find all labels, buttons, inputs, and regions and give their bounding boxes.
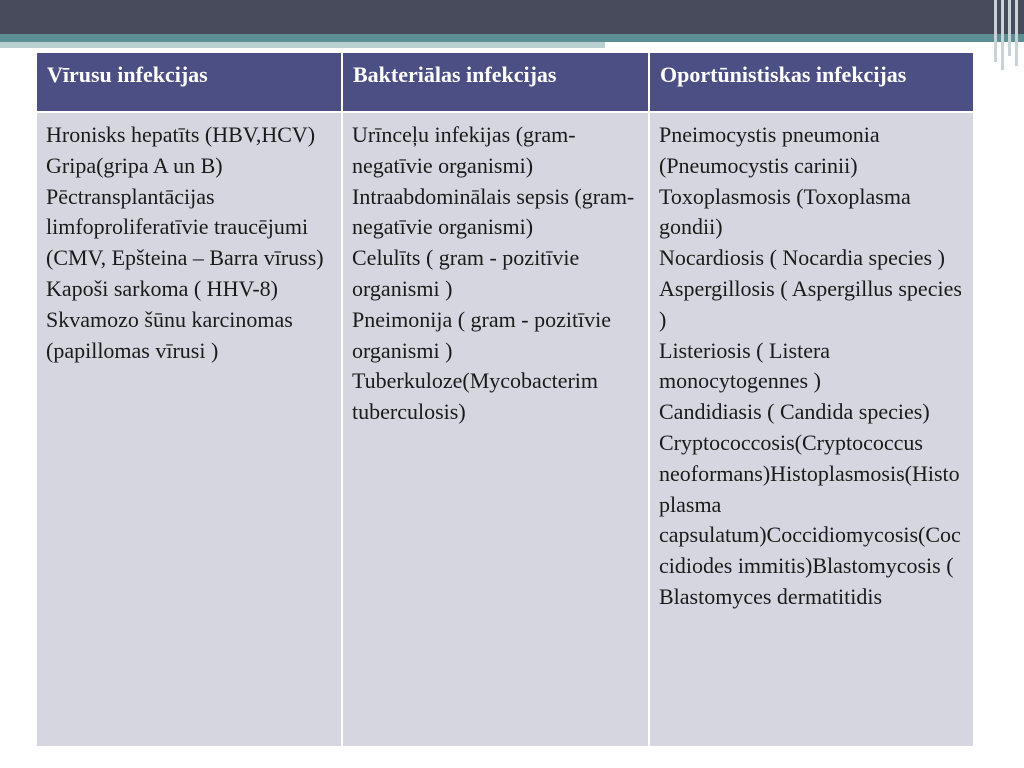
list-item: Aspergillosis ( Aspergillus species ) xyxy=(659,275,962,332)
cell-bacterial-infections xyxy=(342,112,649,747)
list-item: Skvamozo šūnu karcinomas (papillomas vīrusi ) xyxy=(46,306,293,363)
list-item: Kapoši sarkoma ( HHV-8) xyxy=(46,275,278,301)
list-item: Tuberkuloze(Mycobacterim tuberculosis) xyxy=(352,368,599,425)
list-item: Celulīts ( gram - pozitīvie organismi ) xyxy=(352,245,580,301)
cell-opportunistic-infections xyxy=(649,112,974,747)
list-item: Gripa(gripa A un B) xyxy=(46,152,223,178)
table-row xyxy=(36,112,974,747)
list-item: Nocardiosis ( Nocardia species ) xyxy=(659,245,945,271)
infections-table xyxy=(35,51,975,748)
list-item: Pneimonija ( gram - pozitīvie organismi ) xyxy=(352,306,612,363)
top-banner xyxy=(0,0,1024,34)
header-bacterial-infections: Bakteriālas infekcijas xyxy=(342,52,649,112)
decorative-lines xyxy=(990,0,1024,70)
top-banner-accent-light xyxy=(0,42,605,48)
table-header-row xyxy=(36,52,974,112)
list-item: Toxoplasmosis (Toxoplasma gondii) xyxy=(659,183,911,240)
header-opportunistic-infections: Oportūnistiskas infekcijas xyxy=(649,52,974,112)
cell-viral-infections xyxy=(36,112,342,747)
list-item: Pneimocystis pneumonia (Pneumocystis carinii) xyxy=(659,122,880,178)
list-item: Pēctransplantācijas limfoproliferatīvie traucējumi (CMV, Epšteina – Barra vīruss) xyxy=(46,183,324,271)
list-item: Candidiasis ( Candida species) xyxy=(659,399,930,425)
header-viral-infections: Vīrusu infekcijas xyxy=(36,52,342,112)
list-item: Listeriosis ( Listera monocytogennes ) xyxy=(659,337,831,394)
top-banner-accent xyxy=(0,34,1024,42)
list-item: Hronisks hepatīts (HBV,HCV) xyxy=(46,122,316,147)
list-item: Intraabdominālais sepsis (gram-negatīvie organismi) xyxy=(352,183,635,240)
list-item: Urīnceļu infekijas (gram-negatīvie organismi) xyxy=(352,122,576,178)
list-item: Cryptococcosis(Cryptococcus neoformans)Histoplasmosis(Histoplasma capsulatum)Coccidiomycosis(Coccidiodes immitis)Blastomycosis ( Blastomyces dermatitidis xyxy=(659,429,961,609)
